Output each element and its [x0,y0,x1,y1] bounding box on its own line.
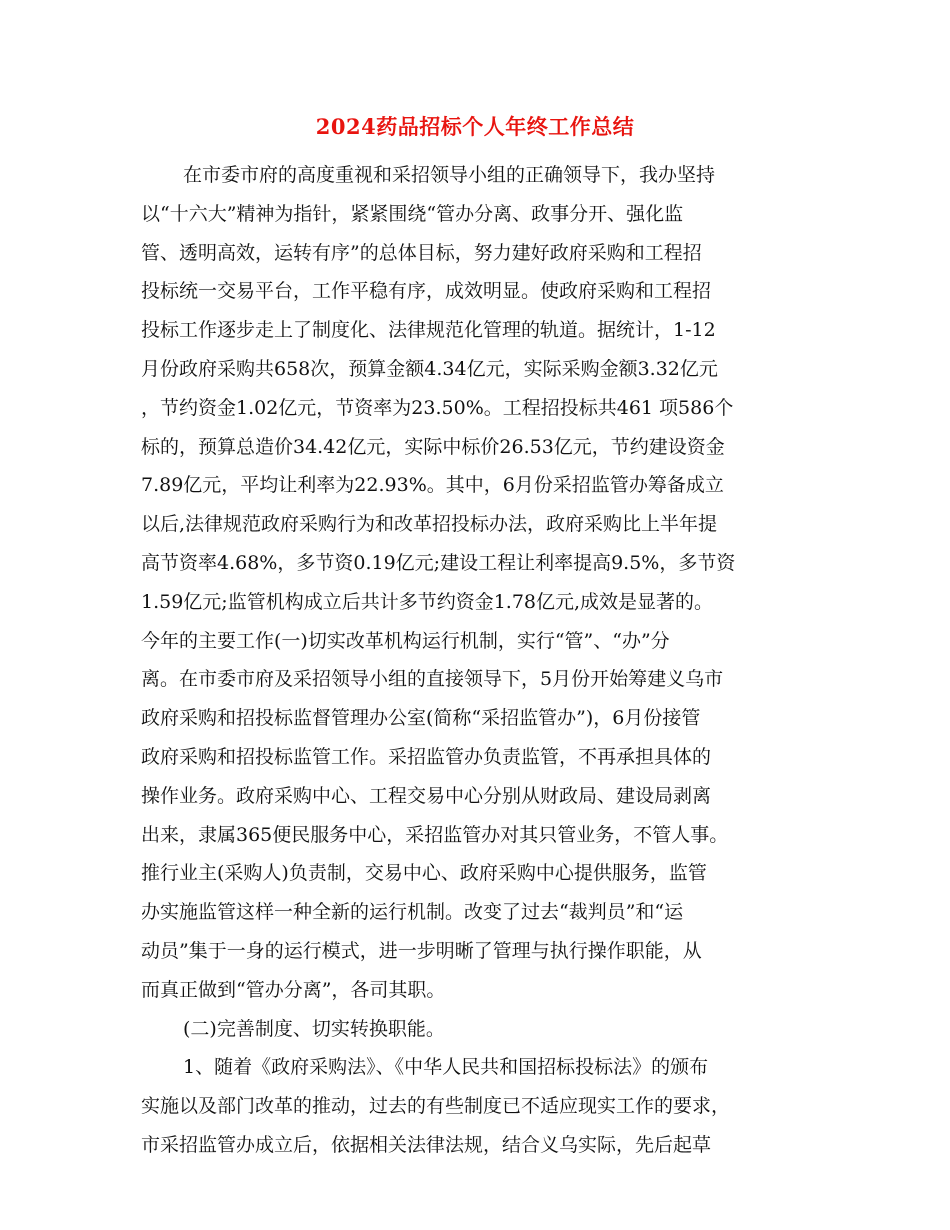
paragraph-line: 以后,法律规范政府采购行为和改革招投标办法，政府采购比上半年提 [141,513,718,536]
paragraph [141,156,808,1010]
paragraph-line: 政府采购和招投标监管工作。采招监管办负责监管，不再承担具体的 [141,745,712,768]
paragraph-line: 市采招监管办成立后，依据相关法律法规，结合义乌实际，先后起草 [141,1133,712,1156]
paragraph-line: 投标工作逐步走上了制度化、法律规范化管理的轨道。据统计，1-12 [141,319,716,342]
paragraph-line: 标的，预算总造价34.42亿元，实际中标价26.53亿元，节约建设资金 [141,435,725,458]
paragraph [141,1048,808,1164]
paragraph-line: 7.89亿元，平均让利率为22.93%。其中，6月份采招监管办筹备成立 [141,474,724,497]
paragraph-line: 离。在市委市府及采招领导小组的直接领导下，5月份开始筹建义乌市 [141,668,724,691]
paragraph-line: ，节约资金1.02亿元，节资率为23.50%。工程招投标共461 项586个 [141,396,734,419]
paragraph-line: 管、透明高效，运转有序”的总体目标，努力建好政府采购和工程招 [141,241,702,264]
paragraph-line: 推行业主(采购人)负责制，交易中心、政府采购中心提供服务，监管 [141,862,707,885]
paragraph-line: 高节资率4.68%，多节资0.19亿元;建设工程让利率提高9.5%，多节资 [141,551,736,574]
paragraph-line: 月份政府采购共658次，预算金额4.34亿元，实际采购金额3.32亿元 [141,357,718,380]
paragraph-line: 办实施监管这样一种全新的运行机制。改变了过去“裁判员”和“运 [141,901,684,924]
document-body [141,156,808,1165]
paragraph-line: 投标统一交易平台，工作平稳有序，成效明显。使政府采购和工程招 [141,280,712,303]
paragraph-line: 而真正做到“管办分离”，各司其职。 [141,978,446,1001]
paragraph-line: 出来，隶属365便民服务中心，采招监管办对其只管业务，不管人事。 [141,823,729,846]
paragraph-line: 今年的主要工作(一)切实改革机构运行机制，实行“管”、“办”分 [141,629,670,652]
paragraph-line: 以“十六大”精神为指针，紧紧围绕“管办分离、政事分开、强化监 [141,202,684,225]
paragraph-line: 操作业务。政府采购中心、工程交易中心分别从财政局、建设局剥离 [141,784,712,807]
paragraph-line: 实施以及部门改革的推动，过去的有些制度已不适应现实工作的要求， [141,1095,731,1118]
document-title: 2024药品招标个人年终工作总结 [315,114,635,139]
paragraph-line: 在市委市府的高度重视和采招领导小组的正确领导下，我办坚持 [183,164,716,186]
paragraph-line: 1、随着《政府采购法》、《中华人民共和国招标投标法》的颁布 [183,1056,709,1079]
paragraph-line: 1.59亿元;监管机构成立后共计多节约资金1.78亿元,成效是显著的。 [141,590,714,613]
paragraph-line: (二)完善制度、切实转换职能。 [183,1017,445,1040]
paragraph-line: 动员”集于一身的运行模式，进一步明晰了管理与执行操作职能，从 [141,939,702,962]
paragraph [141,1010,808,1049]
paragraph-line: 政府采购和招投标监督管理办公室(简称“采招监管办”)，6月份接管 [141,707,701,730]
